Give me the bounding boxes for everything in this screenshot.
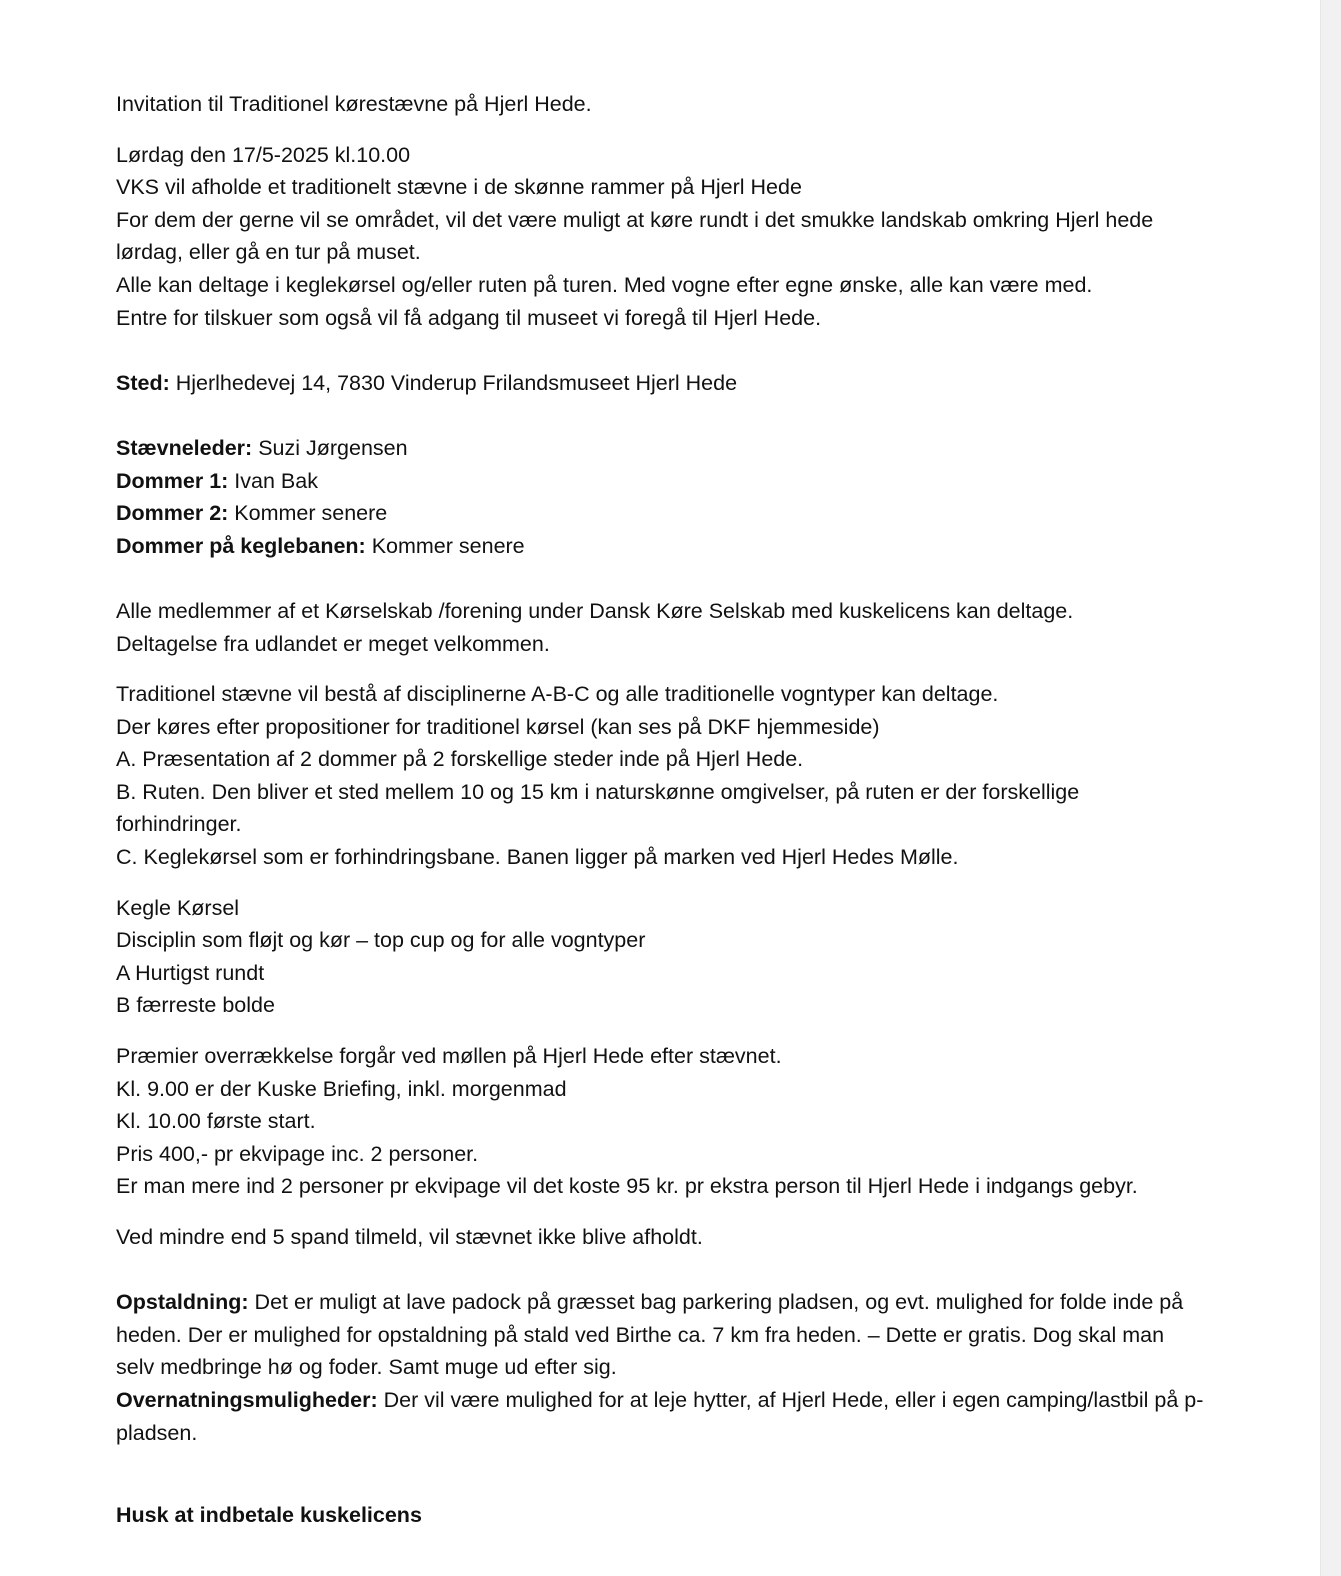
kegle-line: A Hurtigst rundt (116, 960, 265, 985)
document-title: Invitation til Traditionel kørestævne på Hjerl Hede. (116, 92, 592, 116)
practical-line: Kl. 10.00 første start. (116, 1109, 316, 1134)
kegle-line: Disciplin som fløjt og kør – top cup og for alle vogntyper (116, 928, 646, 953)
intro-line: Alle kan deltage i keglekørsel og/eller ruten på turen. Med vogne efter egne ønske, alle kan være med. (116, 272, 1093, 297)
kegle-heading: Kegle Kørsel (116, 895, 240, 920)
accommodation-value: Der vil være mulighed for at leje hytter, af Hjerl Hede, eller i egen camping/lastbil på p-pladsen. (116, 1387, 1204, 1445)
practical-line: Præmier overrækkelse forgår ved møllen på Hjerl Hede efter stævnet. (116, 1044, 782, 1069)
eligibility-line: Alle medlemmer af et Kørselskab /forening under Dansk Køre Selskab med kuskelicens kan deltage. (116, 598, 1074, 623)
reminder-text: Husk at indbetale kuskelicens (116, 1503, 422, 1528)
official-line (116, 530, 1206, 563)
discipline-line: A. Præsentation af 2 dommer på 2 forskellige steder inde på Hjerl Hede. (116, 747, 804, 772)
document-body (116, 88, 1206, 1532)
practical-line: Kl. 9.00 er der Kuske Briefing, inkl. morgenmad (116, 1076, 567, 1101)
stabling-value: Det er muligt at lave padock på græsset bag parkering pladsen, og evt. mulighed for folde inde på heden. Der er mulighed for opstaldning på stald ved Birthe ca. 7 km fra heden. – Dette er gratis. Dog skal man selv medbringe hø og foder. Samt muge ud efter sig. (116, 1290, 1184, 1380)
practical-line: Er man mere ind 2 personer pr ekvipage vil det koste 95 kr. pr ekstra person til Hjerl Hede i indgangs gebyr. (116, 1174, 1138, 1199)
venue-value: Hjerlhedevej 14, 7830 Vinderup Frilandsmuseet Hjerl Hede (169, 370, 738, 395)
discipline-line: Traditionel stævne vil bestå af disciplinerne A-B-C og alle traditionelle vogntyper kan deltage. (116, 682, 999, 707)
discipline-line: B. Ruten. Den bliver et sted mellem 10 og 15 km i naturskønne omgivelser, på ruten er der forskellige forhindringer. (116, 779, 1080, 837)
accommodation-label: Overnatningsmuligheder: (116, 1387, 378, 1412)
official-label: Dommer 2: (116, 501, 229, 526)
minimum-notice: Ved mindre end 5 spand tilmeld, vil stævnet ikke blive afholdt. (116, 1225, 703, 1249)
official-label: Dommer på keglebanen: (116, 533, 366, 558)
venue-label: Sted: (116, 370, 170, 395)
official-value: Kommer senere (228, 501, 388, 526)
official-line (116, 497, 1206, 530)
official-value: Kommer senere (365, 533, 525, 558)
reminder (116, 1499, 1206, 1532)
eligibility-line: Deltagelse fra udlandet er meget velkommen. (116, 631, 550, 656)
stabling-paragraph (116, 1286, 1206, 1384)
official-line (116, 465, 1206, 498)
venue-line (116, 367, 1206, 400)
practical-line: Pris 400,- pr ekvipage inc. 2 personer. (116, 1141, 479, 1166)
vertical-scrollbar[interactable] (1320, 0, 1341, 1576)
kegle-line: B færreste bolde (116, 993, 275, 1018)
intro-line: Entre for tilskuer som også vil få adgang til museet vi foregå til Hjerl Hede. (116, 305, 822, 330)
official-label: Stævneleder: (116, 435, 253, 460)
intro-date: Lørdag den 17/5-2025 kl.10.00 (116, 142, 411, 167)
intro-line: VKS vil afholde et traditionelt stævne i de skønne rammer på Hjerl Hede (116, 175, 802, 200)
official-value: Ivan Bak (228, 468, 318, 493)
accommodation-paragraph (116, 1384, 1206, 1449)
intro-line: For dem der gerne vil se området, vil det være muligt at køre rundt i det smukke landskab omkring Hjerl hede lørdag, eller gå en tur på muset. (116, 207, 1154, 265)
official-label: Dommer 1: (116, 468, 229, 493)
discipline-line: C. Keglekørsel som er forhindringsbane. Banen ligger på marken ved Hjerl Hedes Mølle. (116, 845, 959, 870)
stabling-label: Opstaldning: (116, 1290, 249, 1315)
official-line (116, 432, 1206, 465)
discipline-line: Der køres efter propositioner for traditionel kørsel (kan ses på DKF hjemmeside) (116, 714, 880, 739)
official-value: Suzi Jørgensen (252, 435, 408, 460)
